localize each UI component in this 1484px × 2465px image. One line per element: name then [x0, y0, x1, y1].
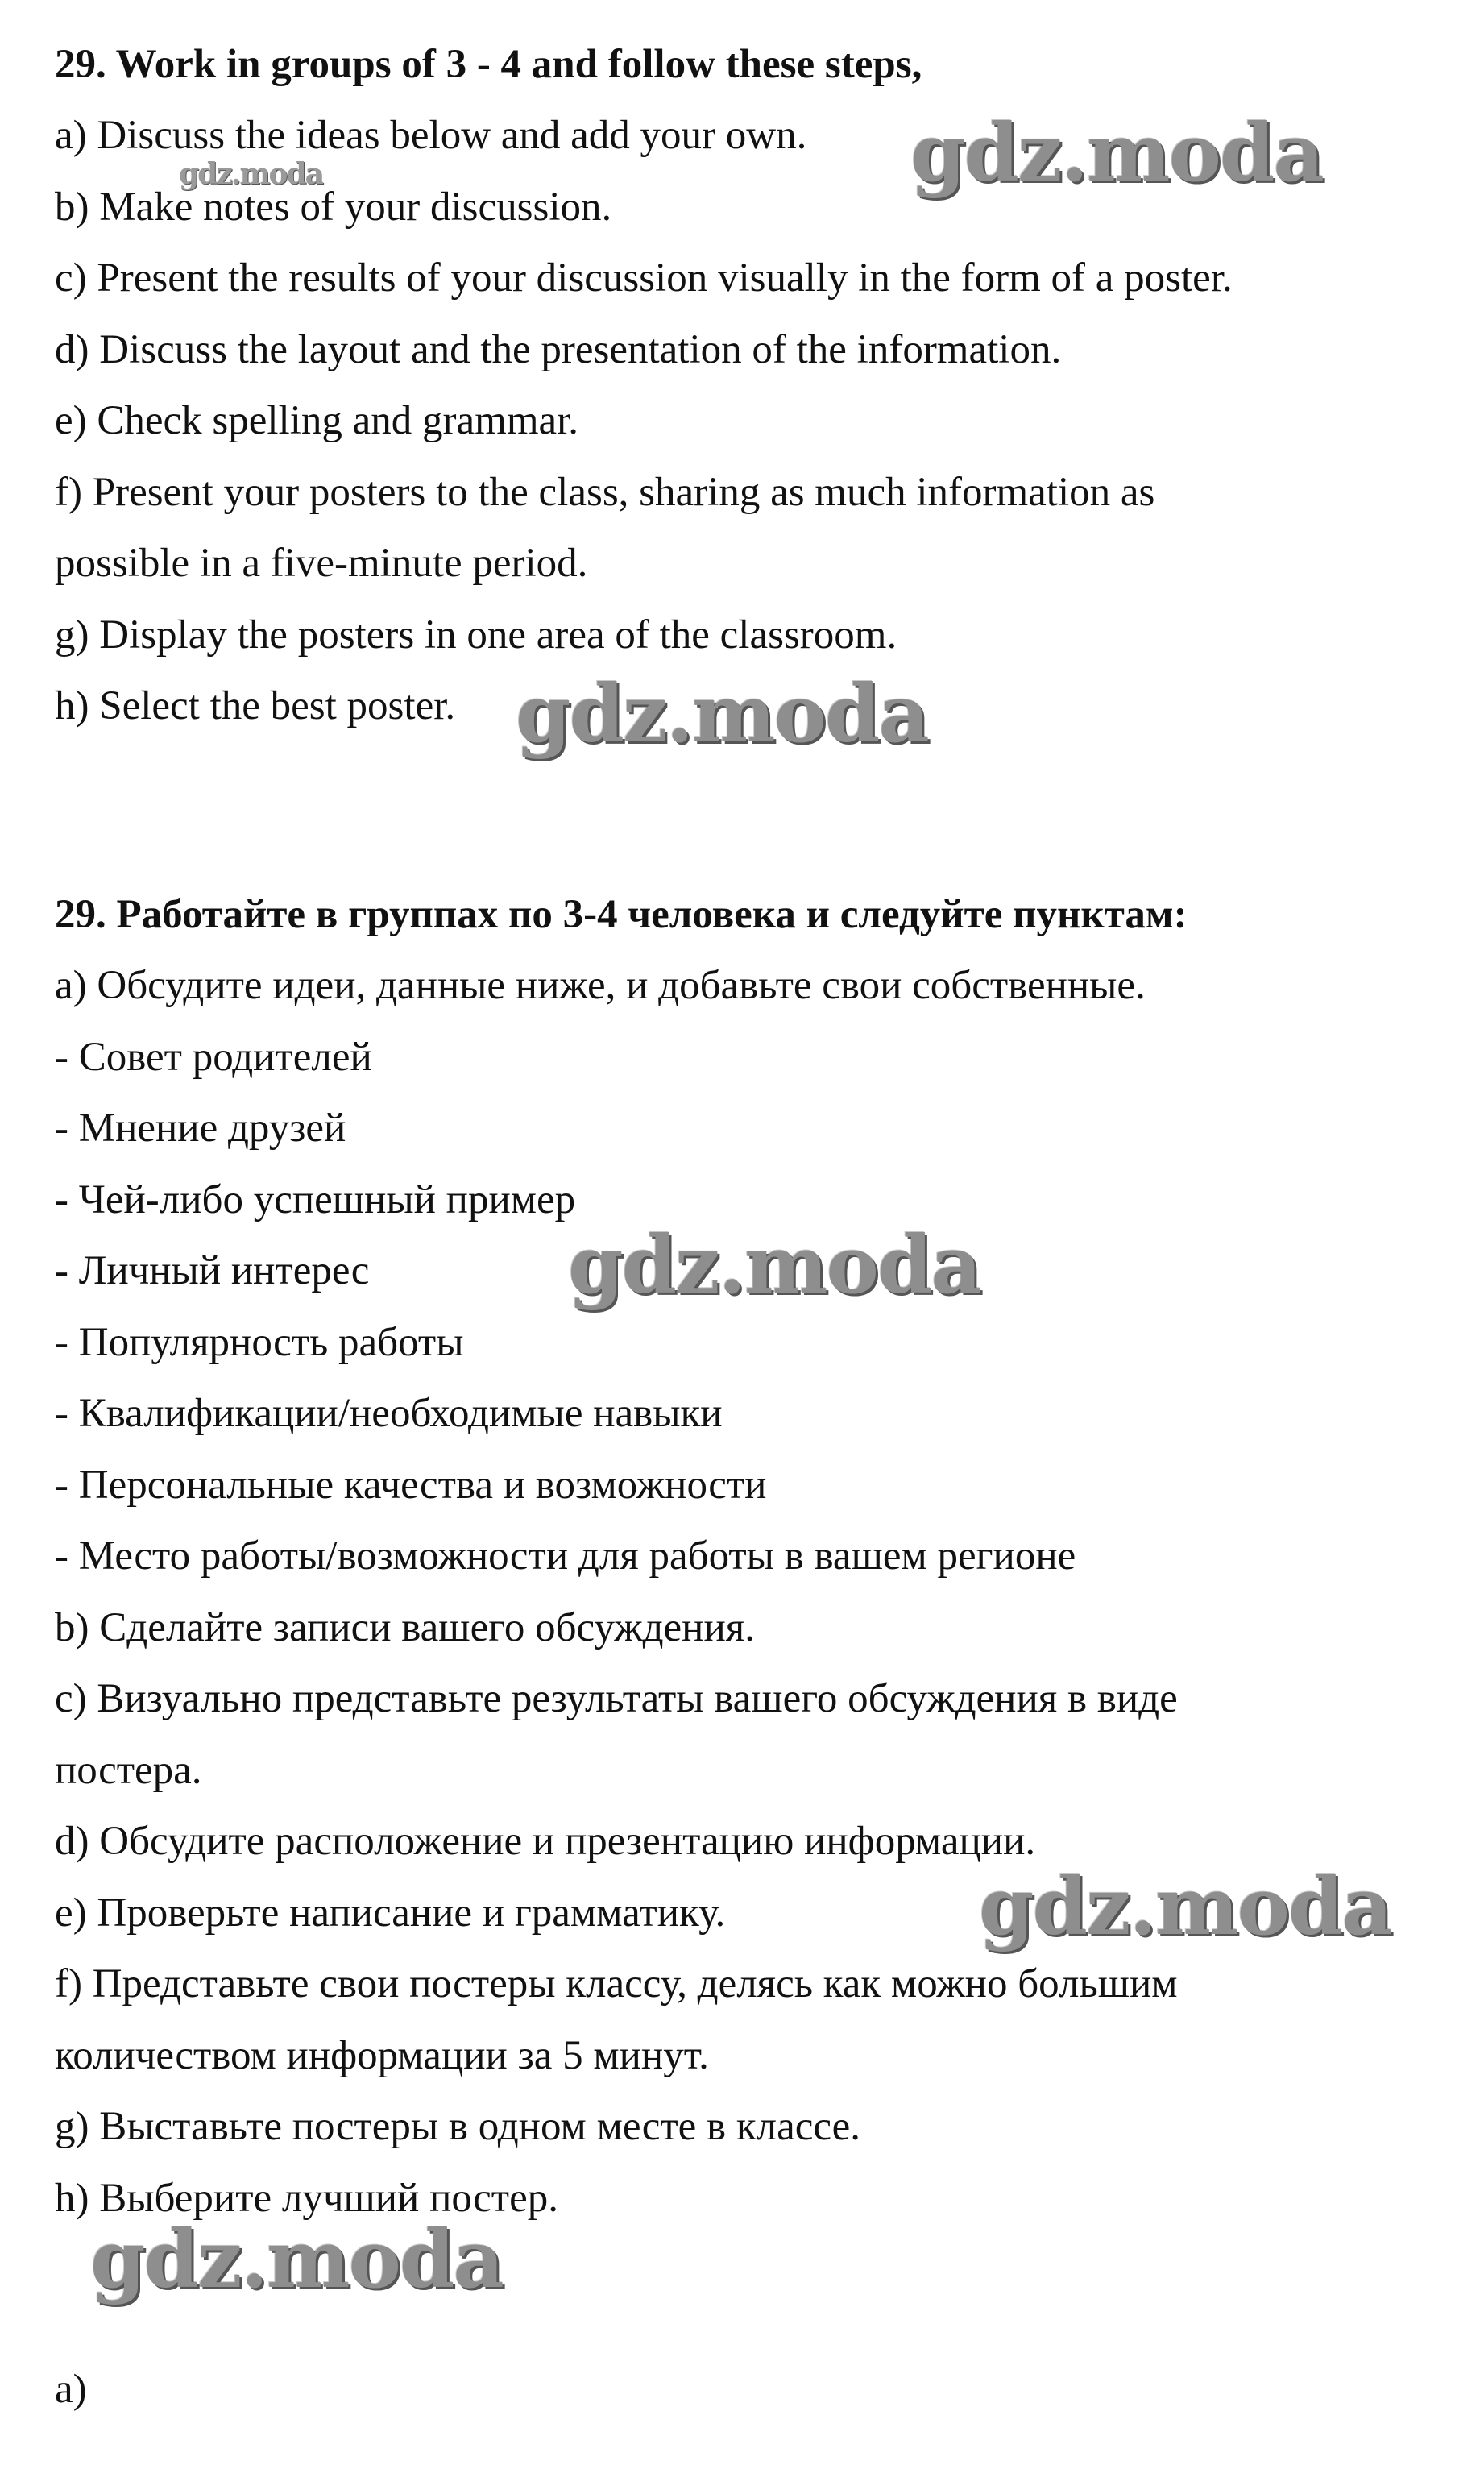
russian-line-c: c) Визуально представьте результаты вашего обсуждения в виде — [55, 1676, 1178, 1721]
english-heading: 29. Work in groups of 3 - 4 and follow these steps, — [55, 42, 922, 87]
english-line-g: g) Display the posters in one area of the classroom. — [55, 612, 897, 658]
english-line-e: e) Check spelling and grammar. — [55, 398, 579, 443]
english-line-b: b) Make notes of your discussion. — [55, 185, 612, 230]
russian-line-h: h) Выберите лучший постер. — [55, 2176, 558, 2221]
russian-line-b: b) Сделайте записи вашего обсуждения. — [55, 1605, 755, 1650]
answer-label: a) — [55, 2367, 87, 2412]
russian-line-f-cont: количеством информации за 5 минут. — [55, 2033, 709, 2078]
russian-line-g: g) Выставьте постеры в одном месте в классе. — [55, 2104, 861, 2149]
russian-idea-workplace: - Место работы/возможности для работы в вашем регионе — [55, 1533, 1076, 1579]
watermark-logo-small: gdz.moda — [179, 157, 322, 191]
russian-idea-example: - Чей-либо успешный пример — [55, 1177, 576, 1222]
russian-line-d: d) Обсудите расположение и презентацию информации. — [55, 1819, 1036, 1864]
english-line-f-cont: possible in a five-minute period. — [55, 541, 588, 586]
russian-line-e: e) Проверьте написание и грамматику. — [55, 1890, 726, 1936]
russian-idea-interest: - Личный интерес — [55, 1248, 370, 1293]
english-line-h: h) Select the best poster. — [55, 683, 456, 728]
watermark-logo: gdz.moda — [516, 668, 928, 761]
watermark-logo: gdz.moda — [979, 1861, 1391, 1953]
english-line-f: f) Present your posters to the class, sharing as much information as — [55, 470, 1155, 515]
russian-line-f: f) Представьте свои постеры классу, делясь как можно большим — [55, 1961, 1178, 2006]
watermark-logo: gdz.moda — [568, 1219, 980, 1312]
russian-idea-popularity: - Популярность работы — [55, 1320, 464, 1365]
watermark-logo: gdz.moda — [910, 107, 1323, 200]
russian-idea-skills: - Квалификации/необходимые навыки — [55, 1391, 723, 1436]
russian-idea-parents: - Совет родителей — [55, 1035, 372, 1080]
english-line-c: c) Present the results of your discussion visually in the form of a poster. — [55, 255, 1233, 301]
russian-idea-qualities: - Персональные качества и возможности — [55, 1463, 767, 1508]
english-line-d: d) Discuss the layout and the presentation of the information. — [55, 327, 1062, 372]
russian-heading: 29. Работайте в группах по 3-4 человека и следуйте пунктам: — [55, 892, 1188, 937]
russian-idea-friends: - Мнение друзей — [55, 1106, 346, 1151]
russian-line-a: a) Обсудите идеи, данные ниже, и добавьте свои собственные. — [55, 963, 1146, 1008]
watermark-logo: gdz.moda — [90, 2214, 503, 2306]
english-line-a: a) Discuss the ideas below and add your own. — [55, 113, 807, 158]
russian-line-c-cont: постера. — [55, 1748, 202, 1793]
